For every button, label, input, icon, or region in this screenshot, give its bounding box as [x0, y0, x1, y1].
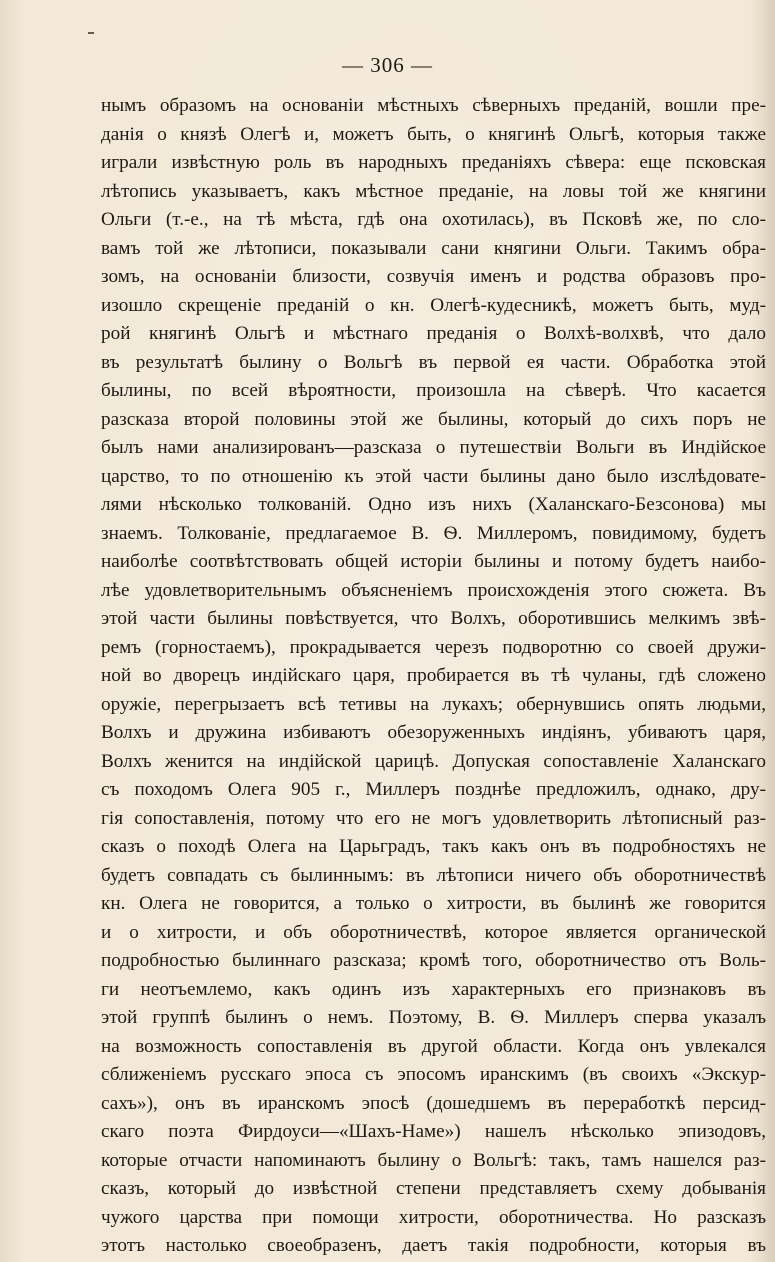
- text-line: будетъ совпадать съ былиннымъ: въ лѣтописи ничего объ оборотничествѣ: [101, 864, 766, 886]
- text-line: сказъ, который до извѣстной степени представляетъ схему добыванія: [101, 1178, 766, 1199]
- text-line: царство, то по отношенію къ этой части былины дано было изслѣдовате-: [101, 465, 766, 487]
- text-line: гія сопоставленія, потому что его не могъ удовлетворить лѣтописный раз-: [101, 807, 766, 829]
- text-line: Волхъ женится на индійской царицѣ. Допуская сопоставленіе Халанскаго: [101, 750, 766, 772]
- text-line: подробностью былиннаго разсказа; кромѣ того, оборотничество отъ Воль-: [101, 950, 766, 971]
- text-line: знаемъ. Толкованіе, предлагаемое В. Ѳ. Миллеромъ, повидимому, будетъ: [101, 522, 766, 544]
- text-line: и о хитрости, и объ оборотничествѣ, которое является органической: [101, 921, 766, 943]
- text-line: сближеніемъ русскаго эпоса съ эпосомъ иранскимъ (въ своихъ «Экскур-: [101, 1064, 766, 1085]
- text-line: зомъ, на основаніи близости, созвучія именъ и родства образовъ про-: [101, 266, 766, 287]
- body-text: [101, 92, 766, 1261]
- text-line: оружіе, перегрызаетъ всѣ тетивы на лукахъ; обернувшись опять людьми,: [101, 693, 766, 715]
- text-line: вамъ той же лѣтописи, показывали сани княгини Ольги. Такимъ обра-: [101, 237, 766, 259]
- text-line: ги неотъемлемо, какъ одинъ изъ характерныхъ его признаковъ въ: [101, 978, 766, 1000]
- text-line: играли извѣстную роль въ народныхъ преданіяхъ сѣвера: еще псковская: [101, 152, 766, 173]
- text-line: съ походомъ Олега 905 г., Миллеръ позднѣе предложилъ, однако, дру-: [101, 779, 766, 800]
- text-line: чужого царства при помощи хитрости, оборотничества. Но разсказъ: [101, 1206, 766, 1228]
- text-line: Волхъ и дружина избиваютъ обезоруженныхъ индіянъ, убиваютъ царя,: [101, 722, 766, 743]
- text-line: разсказа второй половины этой же былины, который до сихъ поръ не: [101, 408, 766, 430]
- text-line: этотъ настолько своеобразенъ, даетъ такія подробности, которыя въ: [101, 1235, 766, 1256]
- text-line: лѣе удовлетворительнымъ объясненіемъ происхожденія этого сюжета. Въ: [101, 579, 766, 601]
- text-line: былъ нами анализированъ—разсказа о путешествіи Вольги въ Индійское: [101, 437, 766, 458]
- text-line: наиболѣе соотвѣтствовать общей исторіи былины и потому будетъ наибо-: [101, 551, 766, 572]
- text-line: этой части былины повѣствуется, что Волхъ, оборотившись мелкимъ звѣ-: [101, 608, 766, 629]
- text-line: которые отчасти напоминаютъ былину о Вольгѣ: такъ, тамъ нашелся раз-: [101, 1149, 766, 1171]
- text-line: скаго поэта Фирдоуси—«Шахъ-Наме») нашелъ нѣсколько эпизодовъ,: [101, 1121, 766, 1142]
- text-line: сказъ о походѣ Олега на Царьградъ, такъ какъ онъ въ подробностяхъ не: [101, 836, 766, 857]
- text-line: нымъ образомъ на основаніи мѣстныхъ сѣверныхъ преданій, вошли пре-: [101, 95, 766, 116]
- page-number: — 306 —: [342, 53, 433, 77]
- text-line: сахъ»), онъ въ иранскомъ эпосѣ (дошедшемъ въ переработкѣ персид-: [101, 1092, 766, 1114]
- text-line: ремъ (горностаемъ), прокрадывается черезъ подворотню со своей дружи-: [101, 636, 766, 658]
- text-line: въ результатѣ былину о Вольгѣ въ первой ея части. Обработка этой: [101, 351, 766, 373]
- text-line: ной во дворецъ индійскаго царя, пробирается въ тѣ чуланы, гдѣ сложено: [101, 665, 766, 686]
- text-line: данія о князѣ Олегѣ и, можетъ быть, о княгинѣ Ольгѣ, которыя также: [101, 123, 766, 145]
- text-line: Ольги (т.-е., на тѣ мѣста, гдѣ она охотилась), въ Псковѣ же, по сло-: [101, 209, 766, 230]
- text-line: рой княгинѣ Ольгѣ и мѣстнаго преданія о Волхѣ-волхвѣ, что дало: [101, 323, 766, 344]
- text-line: лѣтопись указываетъ, какъ мѣстное преданіе, на ловы той же княгини: [101, 180, 766, 202]
- text-line: былины, по всей вѣроятности, произошла на сѣверѣ. Что касается: [101, 380, 766, 401]
- text-line: этой группѣ былинъ о немъ. Поэтому, В. Ѳ. Миллеръ сперва указалъ: [101, 1007, 766, 1028]
- text-line: лями нѣсколько толкованій. Одно изъ нихъ (Халанскаго-Безсонова) мы: [101, 494, 766, 515]
- text-line: изошло скрещеніе преданій о кн. Олегѣ-кудесникѣ, можетъ быть, муд-: [101, 294, 766, 316]
- text-line: кн. Олега не говорится, а только о хитрости, въ былинѣ же говорится: [101, 893, 766, 914]
- text-line: на возможность сопоставленія въ другой области. Когда онъ увлекался: [101, 1035, 766, 1057]
- print-mark: [88, 32, 94, 34]
